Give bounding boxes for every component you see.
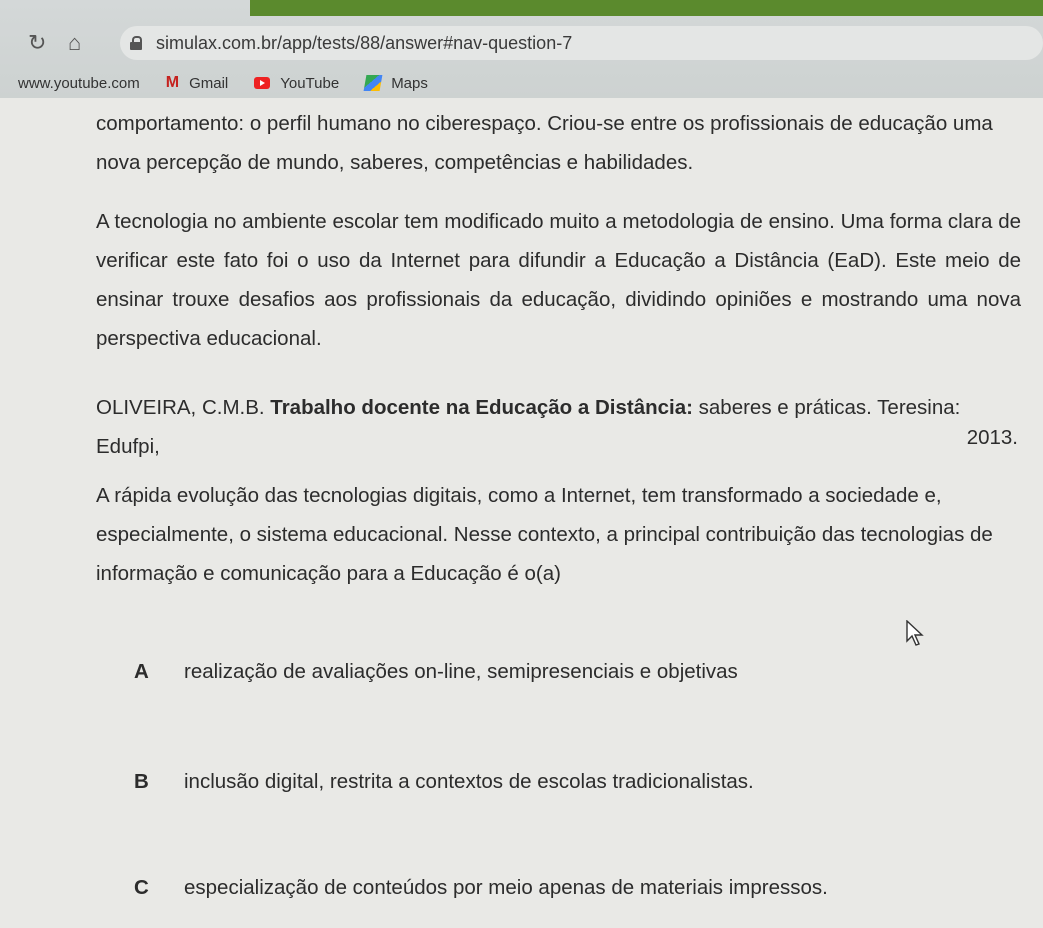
address-bar[interactable]	[120, 26, 1043, 60]
reload-icon[interactable]: ↻	[28, 30, 47, 55]
option-letter: C	[134, 876, 149, 899]
bookmark-label: YouTube	[280, 74, 340, 92]
question-prompt: A rápida evolução das tecnologias digitais, como a Internet, tem transformado a sociedade e, especialmente, o sistema educacional. Nesse contexto, a principal contribuição das tecnologias de informação e comunicação para a Educação é o(a)	[96, 484, 993, 585]
question-paragraph-1: comportamento: o perfil humano no ciberespaço. Criou-se entre os profissionais de educação uma nova percepção de mundo, saberes, competências e habilidades.	[96, 112, 993, 174]
browser-toolbar	[0, 20, 1043, 66]
option-text: inclusão digital, restrita a contextos de escolas tradicionalistas.	[184, 770, 754, 793]
mouse-cursor-icon	[906, 620, 924, 646]
gmail-icon: M	[165, 74, 180, 91]
question-paragraph-2: A tecnologia no ambiente escolar tem modificado muito a metodologia de ensino. Uma forma clara de verificar este fato foi o uso da Internet para difundir a Educação a Distância (EaD). Este meio de ensinar trouxe desafios aos profissionais da educação, dividindo opiniões e mostrando uma nova perspectiva educacional.	[96, 210, 1021, 350]
bookmark-gmail[interactable]	[166, 74, 229, 92]
option-text: realização de avaliações on-line, semipresenciais e objetivas	[184, 660, 738, 683]
option-letter: B	[134, 770, 149, 793]
bookmark-label: www.youtube.com	[18, 74, 140, 92]
option-b[interactable]	[134, 770, 754, 794]
citation-title: Trabalho docente na Educação a Distância:	[270, 396, 693, 419]
browser-chrome	[0, 0, 1043, 98]
bookmark-label: Gmail	[189, 74, 229, 92]
option-a[interactable]	[134, 660, 738, 684]
bookmarks-bar	[0, 70, 1043, 96]
citation-rest: saberes e práticas. Teresina: Edufpi,	[96, 396, 961, 458]
home-icon[interactable]: ⌂	[68, 30, 82, 55]
option-letter: A	[134, 660, 149, 683]
maps-icon	[364, 75, 383, 91]
bookmark-maps[interactable]	[365, 75, 428, 92]
option-text: especialização de conteúdos por meio apenas de materiais impressos.	[184, 876, 828, 899]
youtube-icon	[254, 77, 270, 89]
url-text[interactable]: simulax.com.br/app/tests/88/answer#nav-question-7	[156, 32, 573, 53]
tab-strip	[250, 0, 1043, 16]
bookmark-label: Maps	[391, 74, 428, 92]
citation-year: 2013.	[966, 426, 1018, 449]
bookmark-youtube-url[interactable]	[18, 75, 140, 92]
option-c[interactable]	[134, 876, 828, 900]
lock-icon	[130, 36, 142, 50]
bookmark-youtube[interactable]	[254, 75, 339, 92]
citation-author: OLIVEIRA, C.M.B.	[96, 396, 271, 419]
